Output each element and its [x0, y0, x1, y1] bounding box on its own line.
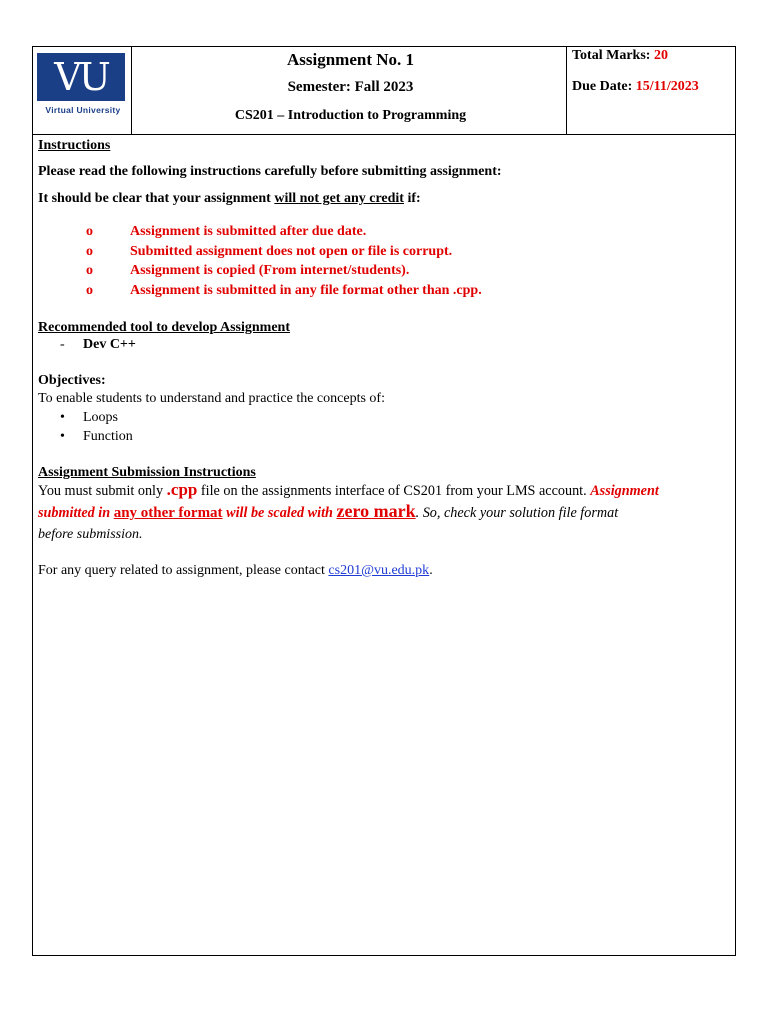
logo-subtitle: Virtual University — [45, 105, 121, 115]
instructions-heading: Instructions — [38, 138, 111, 153]
cpp-emphasis: .cpp — [166, 480, 198, 499]
bullet-marker: o — [86, 283, 93, 298]
assignment-title: Assignment No. 1 — [286, 50, 415, 69]
objective-bullet: • — [60, 429, 65, 444]
p2-red2: will be scaled with — [222, 505, 337, 521]
bullet-text: Assignment is copied (From internet/students). — [130, 263, 410, 278]
total-marks-value: 20 — [653, 48, 668, 63]
total-marks — [572, 48, 668, 64]
tool-dash: - — [60, 337, 65, 352]
email-link[interactable]: cs201@vu.edu.pk — [328, 563, 430, 578]
objectives-intro: To enable students to understand and practice the concepts of: — [38, 391, 385, 406]
divider — [131, 47, 132, 134]
bullet-text: Assignment is submitted after due date. — [130, 224, 367, 239]
bullet-text: Submitted assignment does not open or file is corrupt. — [130, 244, 453, 259]
assignment-page — [32, 46, 736, 956]
semester: Semester: Fall 2023 — [287, 79, 414, 95]
vu-logo — [37, 53, 129, 113]
submission-line3: before submission. — [38, 527, 143, 542]
tool-heading: Recommended tool to develop Assignment — [38, 320, 290, 335]
contact-text: For any query related to assignment, please contact — [38, 563, 329, 578]
total-marks-label: Total Marks: — [572, 48, 654, 63]
line2-suffix: if: — [403, 191, 421, 206]
contact-end: . — [429, 563, 433, 578]
bullet-marker: o — [86, 224, 93, 239]
p1-a: You must submit only — [38, 483, 167, 499]
logo-box — [37, 53, 125, 101]
submission-heading: Assignment Submission Instructions — [38, 465, 256, 480]
tool-item: Dev C++ — [83, 337, 136, 352]
instructions-line2 — [38, 189, 421, 208]
any-other-format: any other format — [113, 505, 223, 521]
bullet-marker: o — [86, 244, 93, 259]
submission-line1 — [38, 480, 659, 501]
logo-text: VU — [54, 55, 108, 99]
bullet-marker: o — [86, 263, 93, 278]
objective-item: Loops — [83, 410, 118, 425]
header-table — [33, 47, 735, 135]
due-date-label: Due Date: — [572, 79, 636, 94]
line2-prefix: It should be clear that your assignment — [38, 191, 275, 206]
instructions-line1: Please read the following instructions carefully before submitting assignment: — [38, 164, 502, 179]
p2-c: . So, check your solution file format — [415, 505, 619, 521]
objective-bullet: • — [60, 410, 65, 425]
contact-line — [38, 561, 433, 580]
line2-underlined: will not get any credit — [274, 191, 404, 206]
due-date — [572, 79, 699, 95]
p1-red: Assignment — [590, 483, 659, 499]
zero-mark: zero mark — [336, 501, 416, 521]
p2-red1: submitted in — [38, 505, 114, 521]
submission-line2 — [38, 502, 618, 523]
objectives-heading: Objectives: — [38, 373, 106, 388]
objective-item: Function — [83, 429, 133, 444]
p1-b: file on the assignments interface of CS201 from your LMS account. — [197, 483, 591, 499]
due-date-value: 15/11/2023 — [635, 79, 699, 94]
bullet-text: Assignment is submitted in any file format other than .cpp. — [130, 283, 482, 298]
course-title: CS201 – Introduction to Programming — [234, 108, 467, 123]
